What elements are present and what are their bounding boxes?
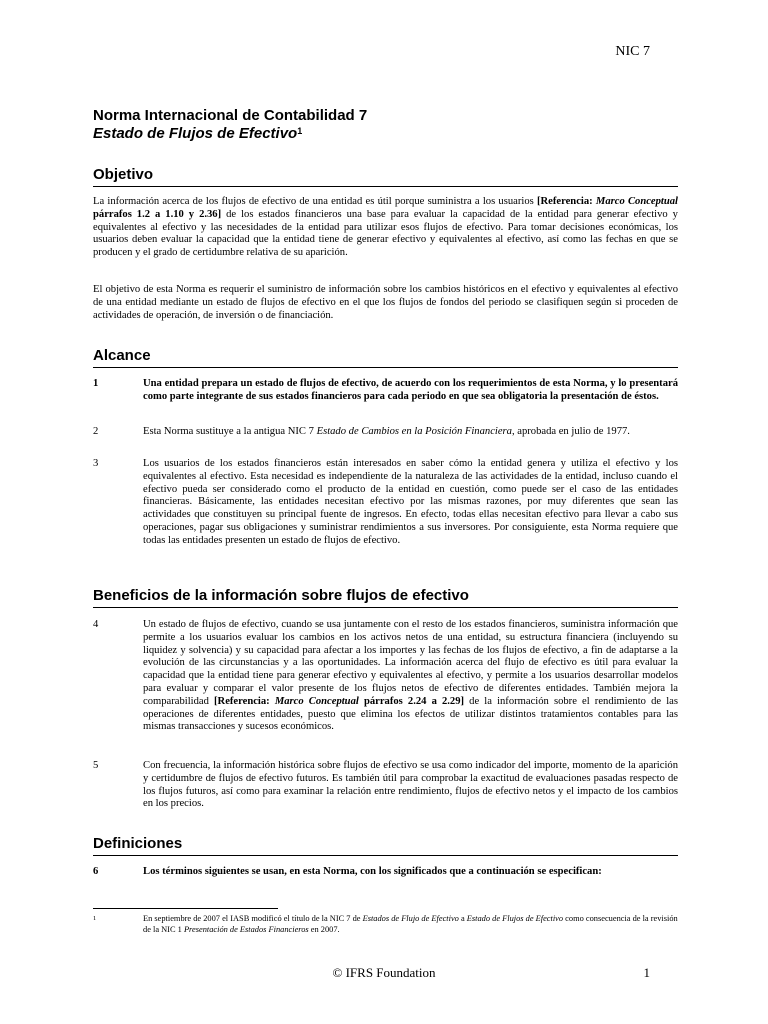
footnote-old-title: Estados de Flujo de Efectivo (362, 914, 459, 923)
paragraph-1 (93, 378, 678, 404)
paragraph-4 (93, 619, 678, 734)
paragraph-text: Una entidad prepara un estado de flujos de efectivo, de acuerdo con los requerimientos de esta Norma, y lo presentará como parte integrante de sus estados financieros para cada periodo en que sea obligatoria la presentación de éstos. (143, 378, 678, 402)
paragraph-3 (93, 458, 678, 548)
p2-text-b: , aprobada en julio de 1977. (511, 426, 630, 437)
footnote-text-b: a (458, 914, 467, 923)
footnote-text-d: en 2007. (308, 925, 340, 934)
footnote-nic1-title: Presentación de Estados Financieros (183, 925, 309, 934)
reference-1-close: párrafos 1.2 a 1.10 y 2.36] (93, 208, 222, 220)
objetivo-paragraph-2: El objetivo de esta Norma es requerir el suministro de información sobre los cambios históricos en el efectivo y equivalentes al efectivo de una entidad mediante un estado de flujos de efectivo en el que los flujos de fondos del periodo se clasifiquen según si proceden de actividades de operación, de inversión o de financiación. (93, 284, 678, 321)
p4-text-a: Un estado de flujos de efectivo, cuando se usa juntamente con el resto de los estados financieros, suministra información que permite a los usuarios evaluar los cambios en los activos netos de una entidad, su estructura financiera (incluyendo su liquidez y solvencia) y su capacidad para afectar a los importes y las fechas de los flujos de efectivo, a fin de adaptarse a la evolución de las circunstancias y a las oportunidades. La información acerca del flujo de efectivo es útil para evaluar la capacidad que la entidad tiene para generar efectivo y equivalentes al efectivo, y permite a los usuarios desarrollar modelos para evaluar y comparar el valor presente de los flujos netos de efectivo de diferentes entidades. También mejora la comparabilidad (143, 619, 678, 707)
paragraph-text (143, 619, 678, 734)
p2-cited-standard: Estado de Cambios en la Posición Financiera (316, 426, 512, 437)
paragraph-number: 5 (93, 760, 99, 771)
footnote-marker: 1 (297, 126, 303, 136)
reference-2-source: Marco Conceptual (274, 695, 359, 707)
footnote (93, 913, 678, 935)
paragraph-text: Los términos siguientes se usan, en esta Norma, con los significados que a continuación se especifican: (143, 866, 602, 877)
footnote-new-title: Estado de Flujos de Efectivo (466, 914, 564, 923)
reference-2-open: [Referencia: (214, 695, 275, 707)
paragraph-number: 6 (93, 866, 99, 877)
paragraph-5 (93, 760, 678, 811)
p4-text-b: de la información sobre el rendimiento de las operaciones de diferentes entidades, puesto que elimina los efectos de utilizar distintos tratamientos contables para las mismas transacciones y sucesos económicos. (143, 695, 678, 733)
p2-text-a: Esta Norma sustituye a la antigua NIC 7 (143, 426, 317, 437)
reference-1-source: Marco Conceptual (595, 196, 678, 207)
section-heading-beneficios: Beneficios de la información sobre flujos de efectivo (93, 587, 678, 608)
footnote-text-a: En septiembre de 2007 el IASB modificó el título de la NIC 7 de (143, 914, 363, 923)
paragraph-2 (93, 426, 678, 439)
section-heading-alcance: Alcance (93, 347, 678, 368)
document-title: Norma Internacional de Contabilidad 7 (93, 107, 368, 124)
footnote-number: 1 (93, 915, 97, 922)
paragraph-number: 2 (93, 426, 99, 437)
reference-1-open: [Referencia: (536, 196, 596, 207)
paragraph-number: 1 (93, 378, 99, 389)
reference-2 (214, 696, 464, 707)
paragraph-text: Con frecuencia, la información histórica sobre flujos de efectivo se usa como indicador del importe, momento de la aparición y certidumbre de flujos de efectivo futuros. Es también útil para comprobar la exactitud de evaluaciones pasadas respecto de los flujos futuros, así como para examinar la relación entre rendimiento, flujos de efectivo netos y el impacto de los cambios en los precios. (143, 760, 678, 810)
footnote-text-c: como consecuencia de la revisión de la NIC 1 (143, 914, 678, 934)
objetivo-p1-text-b: de los estados financieros una base para evaluar la capacidad de la entidad para generar efectivo y equivalentes al efectivo y las necesidades de la entidad para utilizar esos flujos de efectivo. Para tomar decisiones económicas, los usuarios deben evaluar la capacidad que la entidad tiene de generar efectivo y equivalentes al efectivo, así como las fechas en que se producen y el grado de certidumbre relativa de su aparición. (93, 208, 678, 259)
paragraph-text (143, 426, 678, 439)
page-number: 1 (643, 965, 650, 980)
objetivo-paragraph-1 (93, 196, 678, 260)
section-heading-objetivo: Objetivo (93, 166, 678, 187)
running-head: NIC 7 (615, 44, 650, 59)
section-heading-definiciones: Definiciones (93, 835, 678, 856)
paragraph-number: 3 (93, 458, 99, 469)
reference-2-close: párrafos 2.24 a 2.29] (358, 695, 465, 707)
footnote-rule (93, 908, 278, 909)
paragraph-text: Los usuarios de los estados financieros están interesados en saber cómo la entidad genera y utiliza el efectivo y los equivalentes al efectivo. Esta necesidad es independiente de la naturaleza de las actividades de la entidad, incluso cuando el efectivo pueda ser considerado como el producto de la entidad en cuestión, como puede ser el caso de las entidades financieras. Básicamente, las entidades necesitan efectivo por las mismas razones, por muy diferentes que sean las actividades que constituyen su principal fuente de ingresos. En efecto, todas ellas necesitan efectivo para llevar a cabo sus operaciones, pagar sus obligaciones y suministrar rendimientos a sus inversores. Por consiguiente, esta Norma requiere que todas las entidades presenten un estado de flujos de efectivo. (143, 458, 678, 546)
document-subtitle (93, 124, 678, 143)
paragraph-number: 4 (93, 619, 99, 630)
paragraph-6 (93, 866, 678, 879)
footnote-text (143, 913, 678, 935)
footer-copyright: © IFRS Foundation (332, 965, 436, 980)
document-subtitle-text: Estado de Flujos de Efectivo (93, 125, 298, 142)
objetivo-p1-text-a: La información acerca de los flujos de efectivo de una entidad es útil porque suministra a los usuarios (93, 196, 537, 207)
